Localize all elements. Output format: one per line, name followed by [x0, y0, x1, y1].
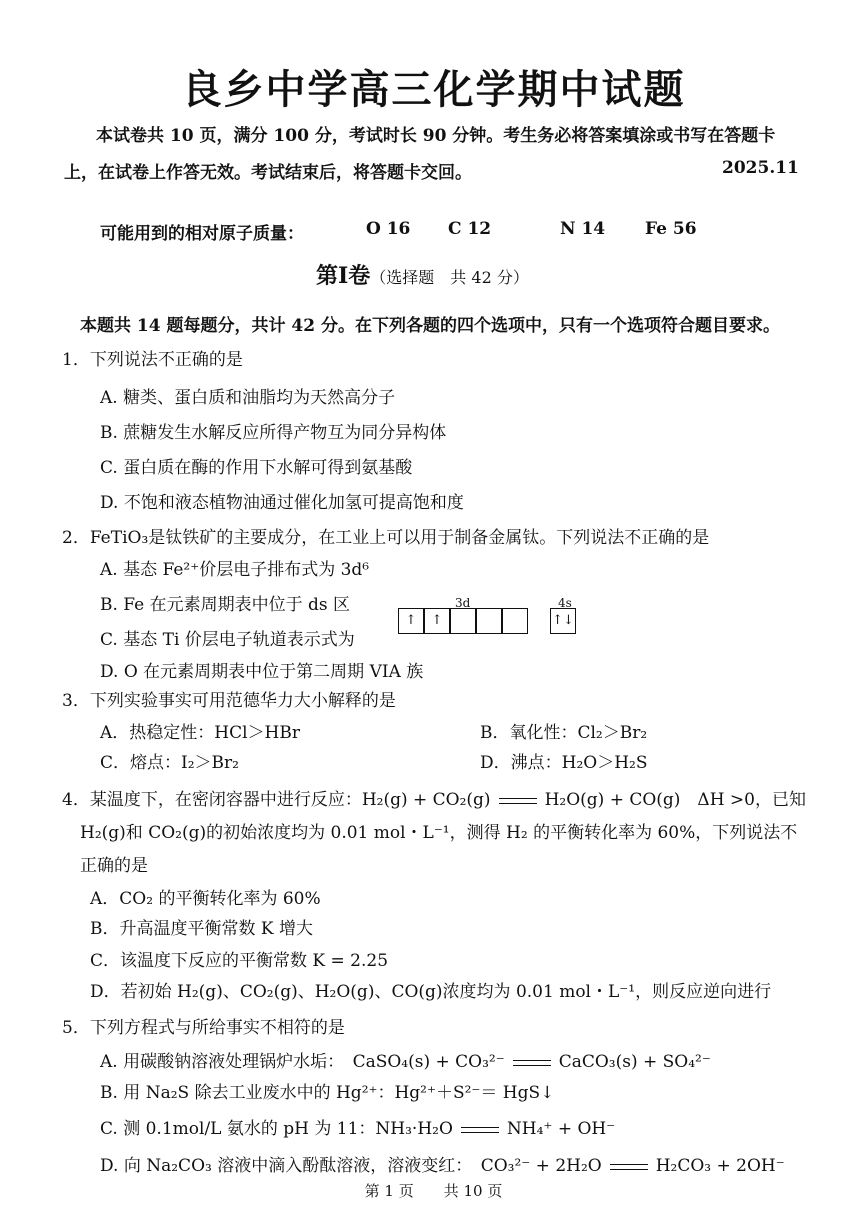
question-4-stem-line-1 [62, 785, 806, 810]
question-2-option-d: D. O 在元素周期表中位于第二周期 VIA 族 [100, 662, 424, 682]
orbital-3d-box-2: ↑ [424, 608, 450, 634]
orbital-3d-diagram [398, 608, 528, 634]
equilibrium-arrow [513, 1058, 551, 1068]
question-3-option-c: C．熔点：I₂＞Br₂ [100, 753, 239, 773]
q5a-right: CaCO₃(s) + SO₄²⁻ [558, 1052, 711, 1072]
question-2-option-c: C. 基态 Ti 价层电子轨道表示式为 [100, 630, 355, 650]
atomic-mass-n: N 14 [560, 219, 606, 239]
question-5-option-d [100, 1151, 785, 1176]
exam-date: 2025.11 [722, 158, 799, 178]
question-5-stem: 5．下列方程式与所给事实不相符的是 [62, 1018, 345, 1038]
question-5-option-c [100, 1114, 615, 1139]
question-1-option-a: A. 糖类、蛋白质和油脂均为天然高分子 [100, 388, 396, 408]
question-4-option-b: B．升高温度平衡常数 K 增大 [90, 919, 313, 939]
q5d-right: H₂CO₃ + 2OH⁻ [655, 1156, 785, 1176]
question-4-stem-line-2: H₂(g)和 CO₂(g)的初始浓度均为 0.01 mol・L⁻¹，测得 H₂ 的平衡转化率为 60%，下列说法不 [80, 823, 798, 843]
q5a-left: A. 用碳酸钠溶液处理锅炉水垢： CaSO₄(s) + CO₃²⁻ [100, 1052, 505, 1072]
intro-line-2: 上，在试卷上作答无效。考试结束后，将答题卡交回。 [64, 163, 472, 183]
question-1-option-c: C. 蛋白质在酶的作用下水解可得到氨基酸 [100, 458, 413, 478]
question-5-option-a [100, 1047, 711, 1072]
section-title-main: 第Ⅰ卷 [316, 263, 371, 289]
atomic-mass-c: C 12 [448, 219, 492, 239]
atomic-mass-label: 可能用到的相对原子质量： [100, 224, 304, 244]
page-footer: 第 1 页 共 10 页 [364, 1182, 503, 1200]
q4-reactants: 4．某温度下，在密闭容器中进行反应：H₂(g) + CO₂(g) [62, 790, 491, 810]
orbital-3d-box-3 [450, 608, 476, 634]
question-1-stem: 1．下列说法不正确的是 [62, 350, 243, 370]
q5c-left: C. 测 0.1mol/L 氨水的 pH 为 11：NH₃·H₂O [100, 1119, 453, 1139]
section-instructions: 本题共 14 题每题分，共计 42 分。在下列各题的四个选项中，只有一个选项符合题目要求。 [80, 316, 780, 336]
question-4-stem-line-3: 正确的是 [80, 856, 148, 876]
orbital-3d-box-1: ↑ [398, 608, 424, 634]
question-3-option-d: D．沸点：H₂O＞H₂S [480, 753, 648, 773]
atomic-mass-o: O 16 [366, 219, 411, 239]
q5c-right: NH₄⁺ + OH⁻ [506, 1119, 616, 1139]
orbital-4s-diagram [550, 608, 576, 634]
question-1-option-d: D. 不饱和液态植物油通过催化加氢可提高饱和度 [100, 493, 464, 513]
question-3-option-a: A．热稳定性：HCl＞HBr [100, 723, 300, 743]
q4-products: H₂O(g) + CO(g) ΔH >0，已知 [544, 790, 806, 810]
question-2-option-a: A. 基态 Fe²⁺价层电子排布式为 3d⁶ [100, 560, 370, 580]
q5d-left: D. 向 Na₂CO₃ 溶液中滴入酚酞溶液，溶液变红： CO₃²⁻ + 2H₂O [100, 1156, 602, 1176]
section-title-sub: （选择题 共 42 分） [370, 268, 529, 287]
orbital-4s-box: ↑↓ [550, 608, 576, 634]
orbital-3d-label: 3d [455, 596, 471, 610]
page-title: 良乡中学高三化学期中试题 [181, 66, 686, 113]
orbital-3d-box-4 [476, 608, 502, 634]
intro-line-1: 本试卷共 10 页，满分 100 分，考试时长 90 分钟。考生务必将答案填涂或书写在答题卡 [96, 126, 776, 146]
question-2-option-b: B. Fe 在元素周期表中位于 ds 区 [100, 595, 351, 615]
equilibrium-arrow [499, 796, 537, 806]
orbital-3d-box-5 [502, 608, 528, 634]
atomic-mass-fe: Fe 56 [645, 219, 697, 239]
question-4-option-a: A．CO₂ 的平衡转化率为 60% [90, 889, 321, 909]
question-3-option-b: B．氧化性：Cl₂＞Br₂ [480, 723, 648, 743]
orbital-4s-label: 4s [558, 596, 572, 610]
question-5-option-b: B. 用 Na₂S 除去工业废水中的 Hg²⁺：Hg²⁺＋S²⁻＝ HgS↓ [100, 1083, 555, 1103]
question-4-option-c: C．该温度下反应的平衡常数 K = 2.25 [90, 951, 389, 971]
question-2-stem: 2．FeTiO₃是钛铁矿的主要成分，在工业上可以用于制备金属钛。下列说法不正确的是 [62, 528, 710, 548]
equilibrium-arrow [610, 1162, 648, 1172]
section-title [316, 259, 529, 290]
question-1-option-b: B. 蔗糖发生水解反应所得产物互为同分异构体 [100, 423, 447, 443]
question-3-stem: 3．下列实验事实可用范德华力大小解释的是 [62, 691, 396, 711]
question-4-option-d: D．若初始 H₂(g)、CO₂(g)、H₂O(g)、CO(g)浓度均为 0.01 mol・L⁻¹，则反应逆向进行 [90, 982, 772, 1002]
equilibrium-arrow [461, 1125, 499, 1135]
